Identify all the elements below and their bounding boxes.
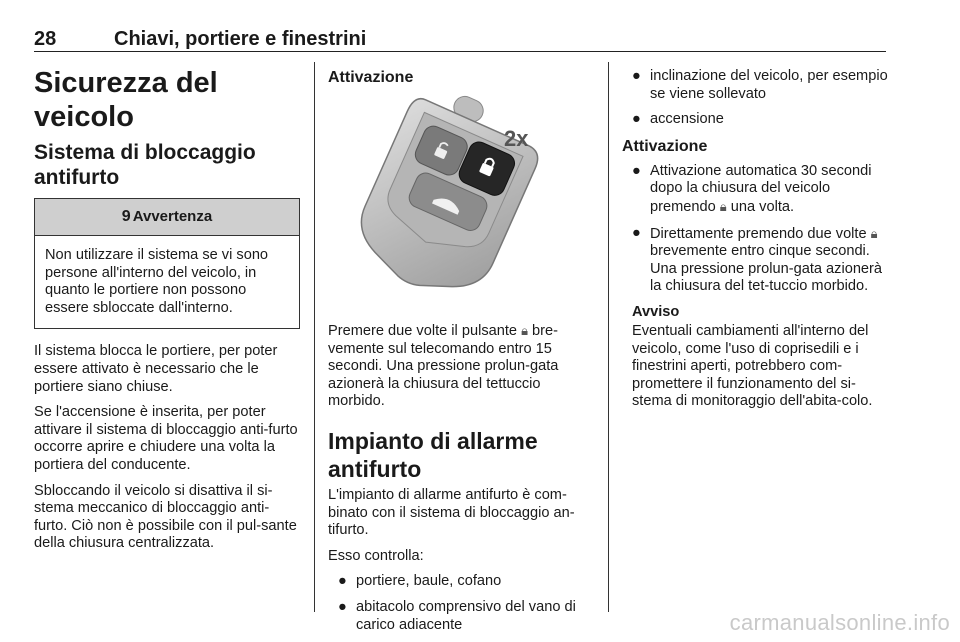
header-rule	[34, 51, 886, 52]
lock-icon: 🔒︎	[521, 323, 528, 338]
bullet-icon: ●	[632, 111, 641, 128]
paragraph: Se l'accensione è inserita, per poter attivare il sistema di bloccaggio anti-furto occorre aprire e chiudere una volta la portiera del conducente.	[34, 404, 298, 473]
watermark: carmanualsonline.info	[729, 610, 950, 635]
column-divider-2	[608, 62, 609, 612]
list-item: ● Attivazione automatica 30 secondi dopo la chiusura del veicolo premendo 🔒︎ una volta.	[632, 162, 872, 215]
press-count-label: 2x	[504, 126, 529, 151]
warning-header	[35, 199, 299, 236]
lock-icon: 🔒︎	[719, 198, 727, 214]
remote-key-illustration	[328, 94, 594, 308]
warning-title: Avvertenza	[132, 208, 213, 225]
bullet-icon: ●	[338, 573, 347, 590]
list-item: ● portiere, baule, cofano	[338, 573, 502, 590]
bullet-icon: ●	[632, 68, 641, 84]
note-text: Eventuali cambiamenti all'interno del veicolo, come l'uso di coprisedili e i finestrini aperti, potrebbero com-promettere il funzionamento del si-stema di monitoraggio dell'abita-colo.	[632, 322, 873, 410]
paragraph: L'impianto di allarme antifurto è com-binato con il sistema di bloccaggio an-tifurto.	[328, 486, 575, 539]
lock-icon: 🔒︎	[870, 225, 878, 241]
column-3	[622, 58, 888, 411]
activation-list	[622, 163, 888, 296]
monitored-list	[328, 573, 594, 634]
alarm-heading: Impianto di allarme antifurto	[328, 427, 538, 482]
column-divider-1	[314, 62, 315, 612]
bullet-icon: ●	[338, 598, 347, 615]
warning-icon: 9	[121, 208, 131, 225]
list-item: ● inclinazione del veicolo, per esempio se viene sollevato	[632, 68, 888, 102]
list-item: ● accensione	[632, 111, 724, 128]
paragraph: Sbloccando il veicolo si disattiva il si-stema meccanico di bloccaggio anti-furto. Ciò non è possibile con il pul-sante della chiusura centralizzata.	[34, 482, 297, 552]
bullet-icon: ●	[632, 162, 641, 179]
warning-text: Non utilizzare il sistema se vi sono persone all'interno del veicolo, in quanto le portiere non possono essere sbloccate dall'interno.	[45, 247, 269, 316]
list-item: ● abitacolo comprensivo del vano di carico adiacente	[338, 598, 576, 633]
note-heading: Avviso	[632, 303, 680, 320]
chapter-title: Chiavi, portiere e finestrini	[114, 28, 367, 50]
warning-box	[34, 198, 300, 329]
paragraph: Esso controlla:	[328, 547, 424, 564]
paragraph: Il sistema blocca le portiere, per poter essere attivato è necessario che le portiere siano chiuse.	[34, 343, 278, 395]
paragraph: Premere due volte il pulsante 🔒︎ bre-vemente sul telecomando entro 15 secondi. Una pressione prolun-gata azionerà la chiusura del tettuccio morbido.	[328, 323, 559, 410]
subsection-heading: Sistema di bloccaggio antifurto	[34, 141, 256, 189]
section-heading: Sicurezza del veicolo	[34, 67, 218, 133]
bullet-icon: ●	[632, 224, 641, 241]
activation-heading: Attivazione	[328, 69, 414, 86]
list-item: ● Direttamente premendo due volte 🔒︎ brevemente entro cinque secondi. Una pressione prolun-gata azionerà la chiusura del tet-tuccio morbido.	[632, 224, 883, 295]
page-number: 28	[34, 28, 57, 50]
column-2	[328, 58, 594, 642]
page-header	[34, 26, 886, 52]
monitored-list-continued	[622, 68, 888, 129]
activation-heading: Attivazione	[622, 137, 708, 155]
column-1	[34, 58, 300, 561]
